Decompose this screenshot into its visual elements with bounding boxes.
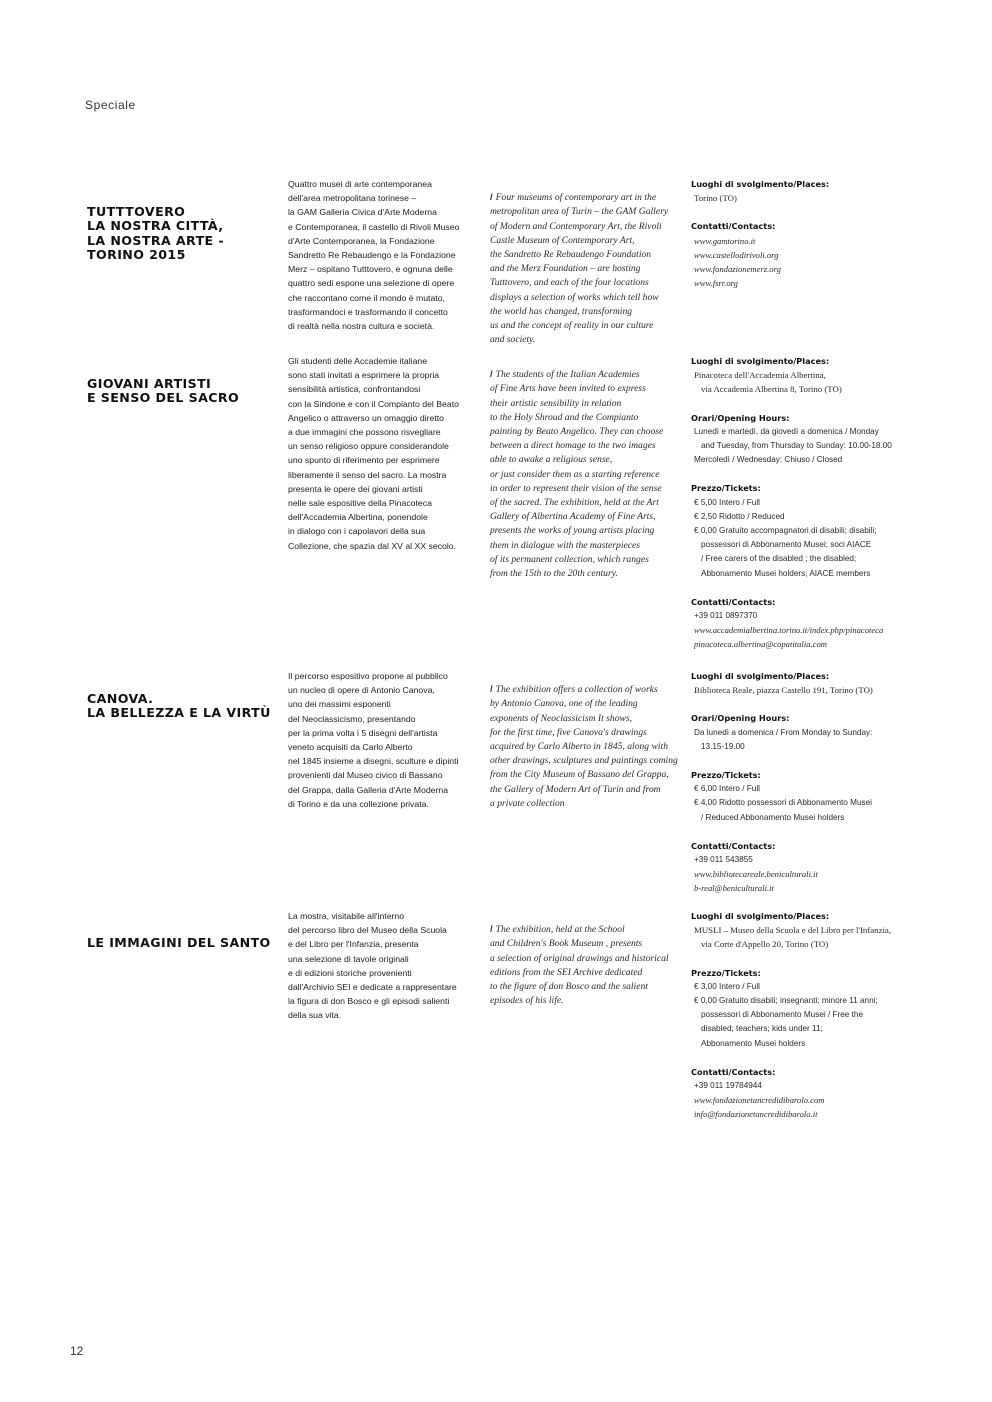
contact-link[interactable]: www.gamtorino.it <box>694 235 756 246</box>
description-italian: Quattro musei di arte contemporanea dell'area metropolitana torinese – la GAM Galleria Civica d'Arte Moderna e Contemporanea, il castello di Rivoli Museo d'Arte Contemporanea, la Fondazione Sandretto Re Rebaudengo e la Fondazione Merz – ospitano Tutttovero, e ognuna delle quattro sedi espone una selezione di opere che raccontano come il mondo è mutato, trasformandoci e trasformando il concetto di realtà nella nostra cultura e società. <box>288 179 460 332</box>
place-line: Biblioteca Reale, piazza Castello 191, Torino (TO) <box>694 685 873 696</box>
contact-link[interactable]: www.fondazionetancredidibarolo.com <box>694 1095 825 1106</box>
ticket-line: possessori di Abbonamento Musei; soci AIACE <box>701 540 872 550</box>
tickets-heading: Prezzo/Tickets: <box>691 967 761 978</box>
places-block <box>691 354 931 397</box>
contact-phone[interactable]: +39 011 19784944 <box>694 1081 762 1091</box>
ticket-line: possessori di Abbonamento Musei / Free the <box>701 1010 864 1020</box>
contact-phone[interactable]: +39 011 543855 <box>694 855 753 865</box>
contacts-block <box>691 1065 931 1122</box>
contact-link[interactable]: www.fondazionemerz.org <box>694 264 781 275</box>
description-english: / Four museums of contemporary art in the metropolitan area of Turin – the GAM Gallery of Modern and Contemporary Art, the Rivoli Castle Museum of Contemporary Art, the Sandretto Re Rebaudengo Foundation and the Merz Foundation – are hosting Tutttovero, and each of the four locations displays a selection of works which tell how the world has changed, transforming us and the concept of reality in our culture and society. <box>490 192 669 346</box>
info-column <box>691 177 931 304</box>
place-line: MUSLI – Museo della Scuola e del Libro per l'Infanzia, <box>694 925 892 936</box>
contact-link[interactable]: www.fsrr.org <box>694 278 738 289</box>
tickets-heading: Prezzo/Tickets: <box>691 483 761 494</box>
contacts-heading: Contatti/Contacts: <box>691 221 776 232</box>
tickets-block <box>691 768 931 825</box>
hours-block <box>691 711 931 754</box>
ticket-line: / Reduced Abbonamento Musei holders <box>701 812 845 822</box>
contacts-block <box>691 839 931 896</box>
description-italian: Il percorso espositivo propone al pubblico un nucleo di opere di Antonio Canova, uno dei massimi esponenti del Neoclassicismo, presentando per la prima volta i 5 disegni dell'artista veneto acquisiti da Carlo Alberto nel 1845 insieme a disegni, sculture e dipinti provenienti dal Museo civico di Bassano del Grappa, dalla Galleria d'Arte Moderna di Torino e da una collezione privata. <box>288 671 459 809</box>
ticket-line: € 0,00 Gratuito disabili; insegnanti; minore 11 anni; <box>694 996 878 1006</box>
places-block <box>691 669 931 697</box>
exhibition-title: GIOVANI ARTISTI E SENSO DEL SACRO <box>87 376 240 406</box>
contact-phone[interactable]: +39 011 0897370 <box>694 611 758 621</box>
contact-link[interactable]: www.bibliotecareale.beniculturali.it <box>694 869 818 880</box>
ticket-line: Abbonamento Musei holders; AIACE members <box>701 568 871 578</box>
ticket-line: Abbonamento Musei holders <box>701 1038 806 1048</box>
contact-email[interactable]: b-real@beniculturali.it <box>694 883 774 894</box>
hours-heading: Orari/Opening Hours: <box>691 713 790 724</box>
exhibition-title: LE IMMAGINI DEL SANTO <box>87 935 271 950</box>
info-column <box>691 354 931 666</box>
section-label: Speciale <box>85 98 136 112</box>
exhibition-title: CANOVA. LA BELLEZZA E LA VIRTÙ <box>87 691 271 721</box>
contact-link[interactable]: www.castellodirivoli.org <box>694 249 779 260</box>
place-line: via Accademia Albertina 8, Torino (TO) <box>701 384 842 395</box>
ticket-line: € 4,00 Ridotto possessori di Abbonamento Musei <box>694 798 872 808</box>
contacts-block <box>691 219 931 290</box>
description-english: / The students of the Italian Academies of Fine Arts have been invited to express their artistic sensibility in relation to the Holy Shroud and the Compianto painting by Beato Angelico. They can choose between a direct homage to the two images able to awake a religious sense, or just consider them as a starting reference in order to represent their vision of the sense of the sacred. The exhibition, held at the Art Gallery of Albertina Academy of Fine Arts, presents the works of young artists placing them in dialogue with the masterpieces of its permanent collection, which ranges from the 15th to the 20th century. <box>490 369 664 580</box>
hours-line: Lunedì e martedì, da giovedì a domenica / Monday <box>694 426 879 436</box>
ticket-line: € 3,00 Intero / Full <box>694 981 760 991</box>
places-heading: Luoghi di svolgimento/Places: <box>691 356 830 366</box>
info-column <box>691 669 931 910</box>
slash-marker-icon: / <box>490 192 493 204</box>
contacts-heading: Contatti/Contacts: <box>691 1066 776 1077</box>
contacts-block <box>691 595 931 652</box>
contact-link[interactable]: www.accademialbertina.torino.it/index.php/pinacoteca <box>694 625 884 636</box>
ticket-line: / Free carers of the disabled ; the disabled; <box>701 554 857 564</box>
exhibition-title: TUTTTOVERO LA NOSTRA CITTÀ, LA NOSTRA ARTE - TORINO 2015 <box>87 204 224 263</box>
place-line: Pinacoteca dell'Accademia Albertina, <box>694 370 826 381</box>
places-block <box>691 177 931 205</box>
description-italian: La mostra, visitabile all'interno del percorso libro del Museo della Scuola e del Libro per l'Infanzia, presenta una selezione di tavole originali e di edizioni storiche provenienti dall'Archivio SEI e dedicate a rappresentare la figura di don Bosco e gli episodi salienti della sua vita. <box>288 911 457 1021</box>
contact-email[interactable]: pinacoteca.albertina@copatitalia.com <box>694 639 827 650</box>
tickets-heading: Prezzo/Tickets: <box>691 770 761 781</box>
slash-marker-icon: / <box>490 369 493 381</box>
contacts-heading: Contatti/Contacts: <box>691 840 776 851</box>
hours-line: and Tuesday, from Thursday to Sunday: 10.00-18.00 <box>701 441 892 451</box>
hours-line: Mercoledì / Wednesday: Chiuso / Closed <box>694 455 843 465</box>
contact-email[interactable]: info@fondazionetancredidibarolo.it <box>694 1109 818 1120</box>
places-heading: Luoghi di svolgimento/Places: <box>691 671 830 681</box>
ticket-line: € 2,50 Ridotto / Reduced <box>694 511 785 521</box>
slash-marker-icon: / <box>490 924 493 936</box>
contacts-heading: Contatti/Contacts: <box>691 596 776 607</box>
ticket-line: € 0,00 Gratuito accompagnatori di disabili; disabili; <box>694 526 877 536</box>
ticket-line: € 5,00 Intero / Full <box>694 497 760 507</box>
description-english: / The exhibition offers a collection of works by Antonio Canova, one of the leading exponents of Neoclassicism It shows, for the first time, five Canova's drawings acquired by Carlo Alberto in 1845, along with other drawings, sculptures and paintings coming from the City Museum of Bassano del Grappa, the Gallery of Modern Art of Turin and from a private collection <box>490 684 678 809</box>
hours-line: Da lunedì a domenica / From Monday to Sunday: <box>694 727 873 737</box>
hours-block <box>691 411 931 468</box>
tickets-block <box>691 481 931 580</box>
hours-line: 13.15-19.00 <box>701 741 745 751</box>
place-line: via Corte d'Appello 20, Torino (TO) <box>701 939 829 950</box>
description-english: / The exhibition, held at the School and Children's Book Museum , presents a selection of original drawings and historical editions from the SEI Archive dedicated to the figure of don Bosco and the salient episodes of his life. <box>490 924 669 1007</box>
place-line: Torino (TO) <box>694 193 737 204</box>
places-heading: Luoghi di svolgimento/Places: <box>691 179 830 189</box>
page-number: 12 <box>70 1344 84 1358</box>
hours-heading: Orari/Opening Hours: <box>691 412 790 423</box>
ticket-line: disabled; teachers; kids under 11; <box>701 1024 823 1034</box>
ticket-line: € 6,00 Intero / Full <box>694 784 760 794</box>
places-heading: Luoghi di svolgimento/Places: <box>691 911 830 921</box>
info-column <box>691 909 931 1136</box>
description-italian: Gli studenti delle Accademie italiane sono stati invitati a esprimere la propria sensibilità artistica, confrontandosi con la Sindone e con il Compianto del Beato Angelico o attraverso un omaggio diretto a due immagini che possono risvegliare un senso religioso oppure considerandole uno spunto di riferimento per esprimere liberamente il senso del sacro. La mostra presenta le opere dei giovani artisti nelle sale espositive della Pinacoteca dell'Accademia Albertina, ponendole in dialogo con i capolavori della sua Collezione, che spazia dal XV al XX secolo. <box>288 356 459 551</box>
places-block <box>691 909 931 952</box>
slash-marker-icon: / <box>490 684 493 696</box>
tickets-block <box>691 966 931 1051</box>
